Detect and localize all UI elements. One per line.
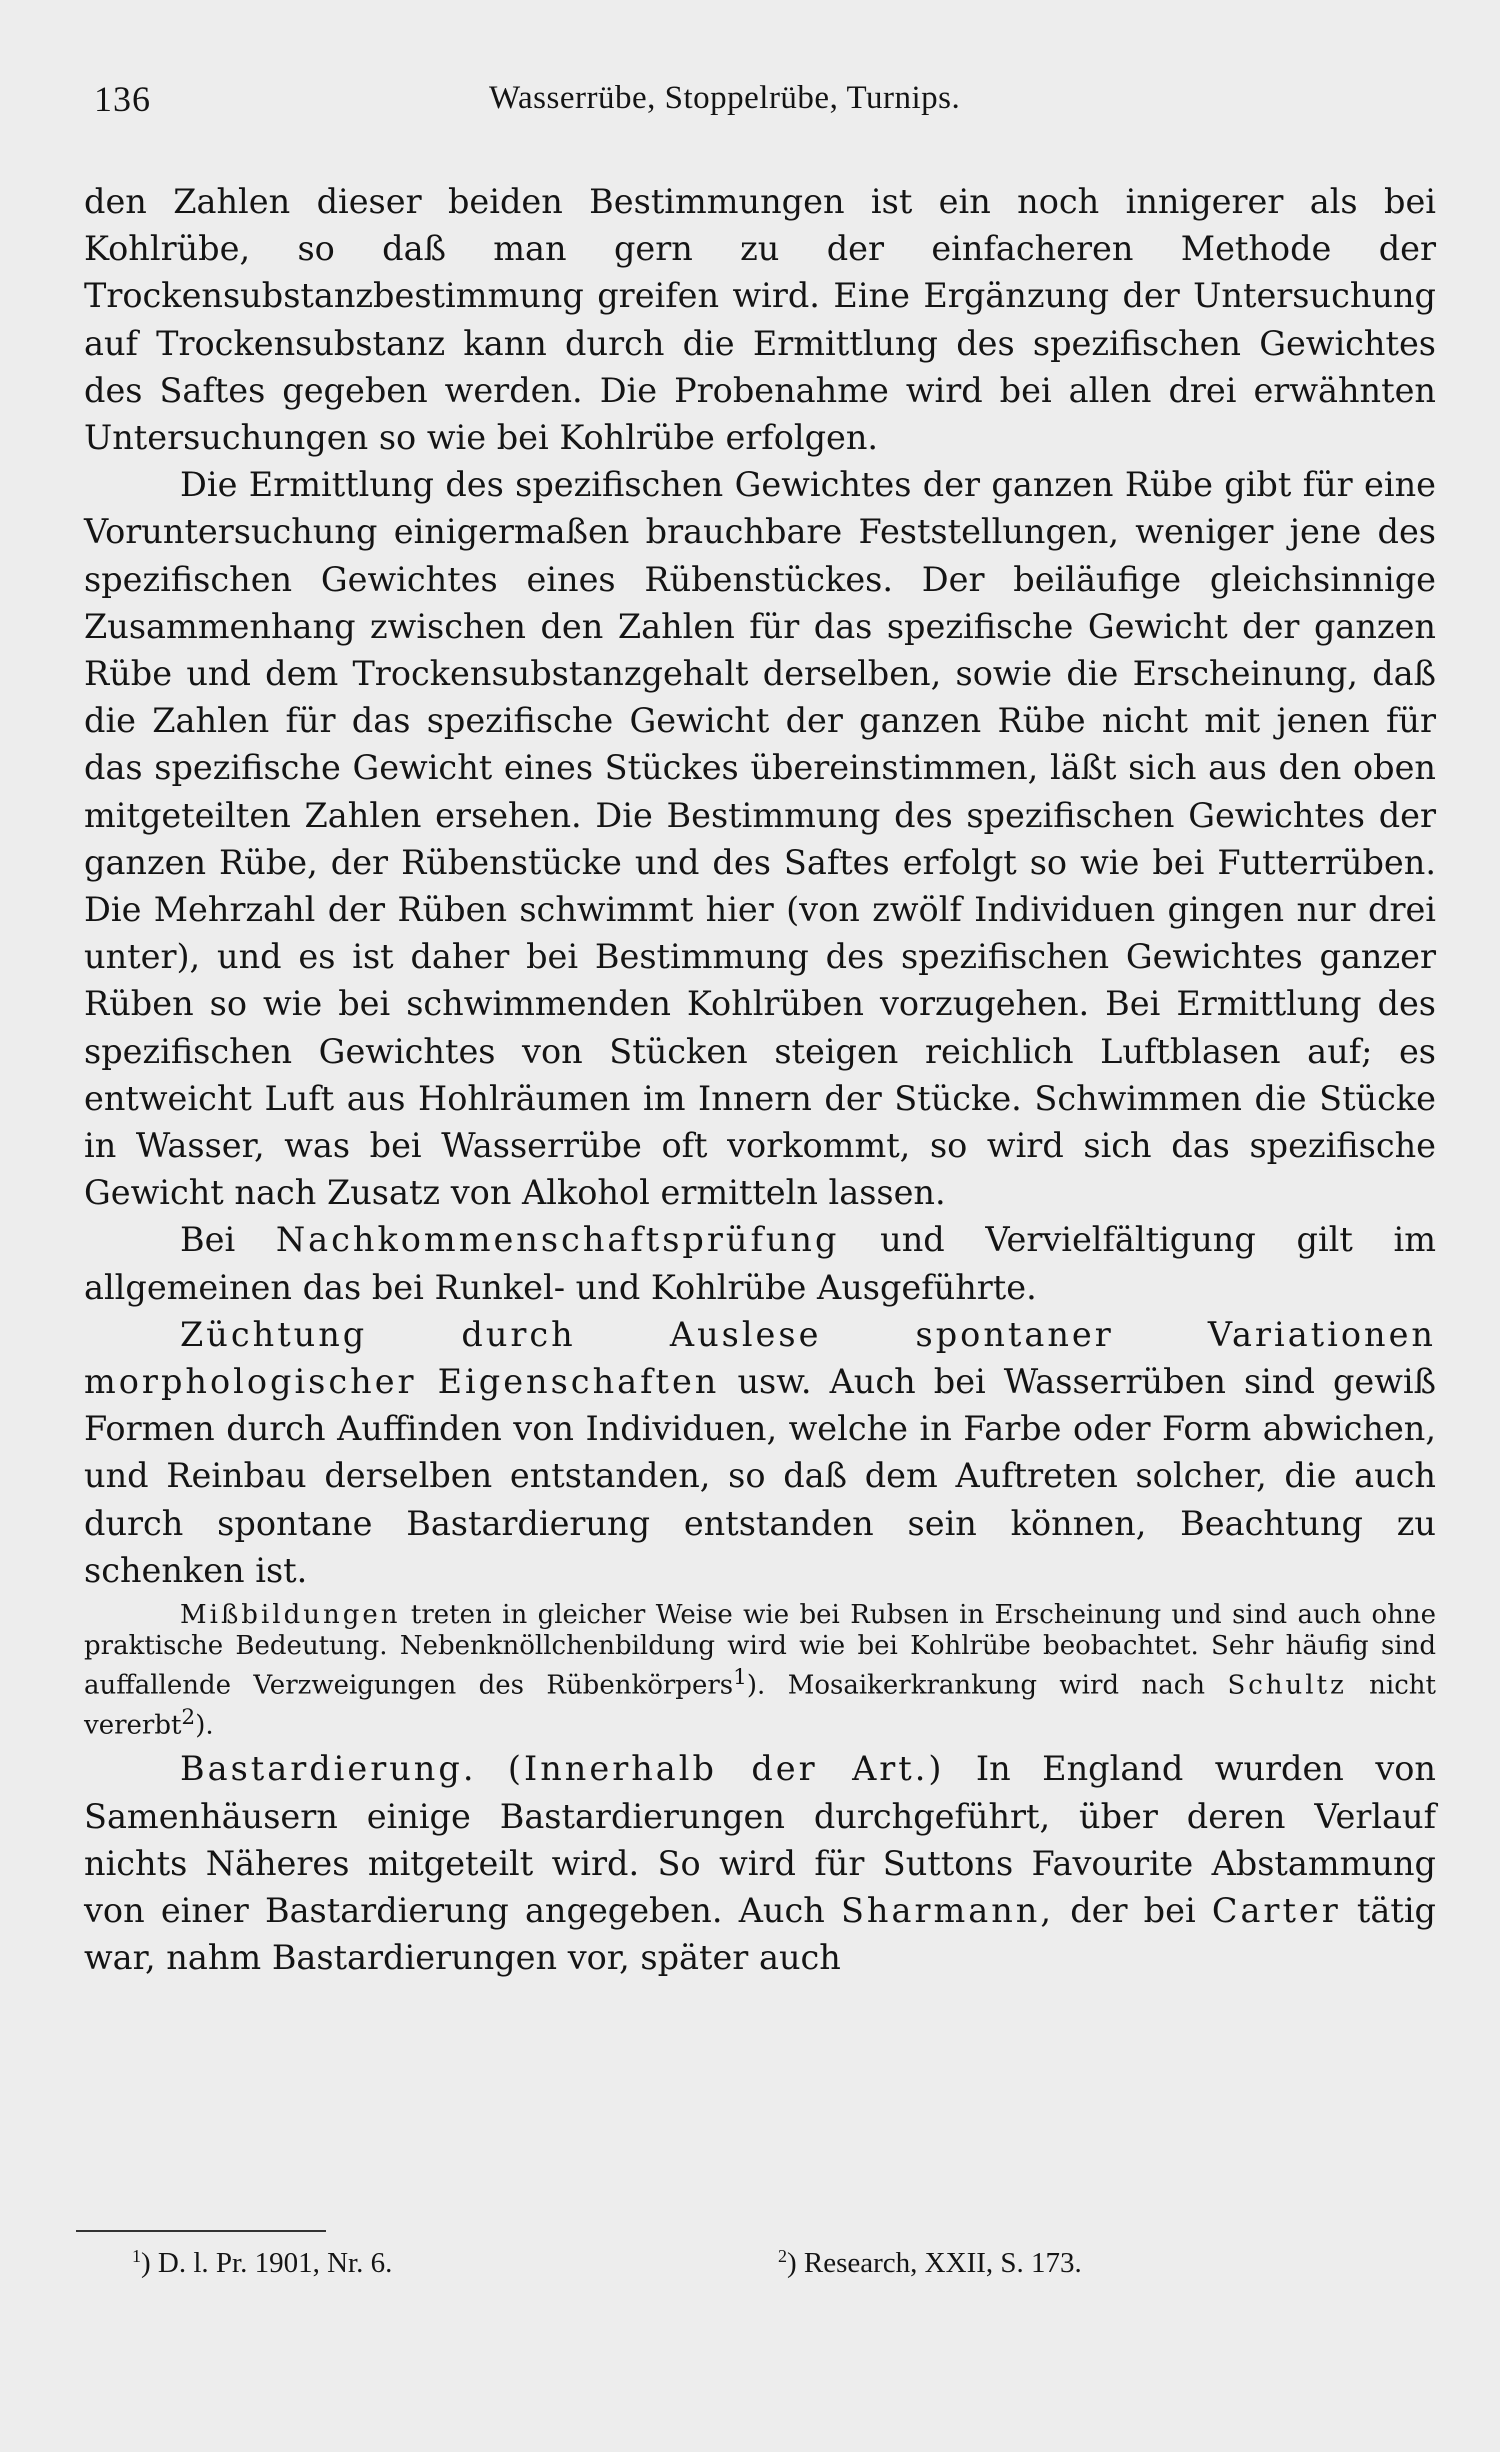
footnote-1-marker: 1 [132, 2246, 141, 2266]
paragraph-5-small [84, 1600, 1436, 1741]
paragraph-4-text: usw. Auch bei Wasserrüben sind gewiß Formen durch Auffinden von Individuen, welche in Farbe oder Form abwichen, und Reinbau derselben entstanden, so daß dem Auftreten solcher, die auch durch spontane Bastardierung entstanden sein können, Beachtung zu schenken ist. [84, 1362, 1436, 1590]
paragraph-3-text: und Vervielfältigung gilt im allgemeinen das bei Runkel- und Kohlrübe Ausgeführte. [84, 1220, 1436, 1307]
paragraph-6-mid: der bei [1070, 1891, 1196, 1931]
term-missbildungen: Mißbildungen [180, 1600, 401, 1631]
footnote-2-marker: 2 [778, 2246, 787, 2266]
term-zuechtung: Züchtung durch Auslese spontaner Variationen morphologischer Eigenschaften [84, 1314, 1436, 1402]
page-header [94, 78, 1430, 128]
footnote-ref-1[interactable]: 1 [733, 1665, 747, 1691]
body-text [84, 178, 1436, 1981]
footnote-1 [132, 2246, 392, 2280]
running-head: Wasserrübe, Stoppelrübe, Turnips. [489, 80, 961, 116]
footnote-ref-2[interactable]: 2 [181, 1704, 196, 1730]
paragraph-6 [84, 1745, 1436, 1981]
term-nachkommenschaftspruefung: Nachkommenschaftsprüfung [275, 1220, 840, 1260]
footnote-1-text: ) D. l. Pr. 1901, Nr. 6. [141, 2247, 393, 2279]
paragraph-5-mid: ). Mosaikerkrankung wird nach [746, 1670, 1206, 1701]
footnote-2-text: ) Research, XXII, S. 173. [787, 2247, 1082, 2279]
term-bastardierung: Bastardierung. [180, 1749, 477, 1789]
paragraph-2: Die Ermittlung des spezifischen Gewichtes der ganzen Rübe gibt für eine Voruntersuchung einigermaßen brauchbare Feststellungen, weniger jene des spezifischen Gewichtes eines Rübenstückes. Der beiläufige gleichsinnige Zusammenhang zwischen den Zahlen für das spezifische Gewicht der ganzen Rübe und dem Trockensubstanzgehalt derselben, sowie die Erscheinung, daß die Zahlen für das spezifische Gewicht der ganzen Rübe nicht mit jenen für das spezifische Gewicht eines Stückes übereinstimmen, läßt sich aus den oben mitgeteilten Zahlen ersehen. Die Bestimmung des spezifischen Gewichtes der ganzen Rübe, der Rübenstücke und des Saftes erfolgt so wie bei Futterrüben. Die Mehrzahl der Rüben schwimmt hier (von zwölf Individuen gingen nur drei unter), und es ist daher bei Bestimmung des spezifischen Gewichtes ganzer Rüben so wie bei schwimmenden Kohlrüben vorzugehen. Bei Ermittlung des spezifischen Gewichtes von Stücken steigen reichlich Luftblasen auf; es entweicht Luft aus Hohlräumen im Innern der Stücke. Schwimmen die Stücke in Wasser, was bei Wasserrübe oft vorkommt, so wird sich das spezifische Gewicht nach Zusatz von Alkohol ermitteln lassen. [84, 465, 1436, 1213]
paragraph-1: den Zahlen dieser beiden Bestimmungen ist ein noch innigerer als bei Kohlrübe, so daß man gern zu der einfacheren Methode der Trockensubstanzbestimmung greifen wird. Eine Ergänzung der Untersuchung auf Trockensubstanz kann durch die Ermittlung des spezifischen Gewichtes des Saftes gegeben werden. Die Probenahme wird bei allen drei erwähnten Untersuchungen so wie bei Kohlrübe erfolgen. [84, 182, 1436, 458]
name-schultz: Schultz [1227, 1670, 1347, 1701]
name-sharmann: Sharmann, [840, 1891, 1055, 1931]
footnote-2 [778, 2246, 1082, 2280]
paragraph-3-lead: Bei [180, 1220, 236, 1260]
name-carter: Carter [1211, 1891, 1341, 1931]
term-innerhalb-der-art: (Innerhalb der Art.) [507, 1749, 945, 1789]
paragraph-5-end: ). [195, 1710, 214, 1741]
paragraph-6-tail: tätig war, nahm Bastardierungen vor, später auch [84, 1891, 1436, 1978]
paragraph-5-text: treten in gleicher Weise wie bei Rubsen in Erscheinung und sind auch ohne praktische Bedeutung. Nebenknöllchenbildung wird wie bei Kohlrübe beobachtet. Sehr häufig sind auffallende Verzweigungen des Rübenkörpers [84, 1600, 1436, 1701]
paragraph-5-tail: nicht vererbt [84, 1670, 1436, 1741]
paragraph-6-text: In England wurden von Samenhäusern einige Bastardierungen durchgeführt, über deren Verlauf nichts Näheres mitgeteilt wird. So wird für Suttons Favourite Abstammung von einer Bastardierung angegeben. Auch [84, 1749, 1436, 1931]
page-number: 136 [94, 79, 151, 119]
footnote-divider [76, 2230, 326, 2232]
paragraph-3 [84, 1216, 1436, 1310]
paragraph-4 [84, 1311, 1436, 1594]
